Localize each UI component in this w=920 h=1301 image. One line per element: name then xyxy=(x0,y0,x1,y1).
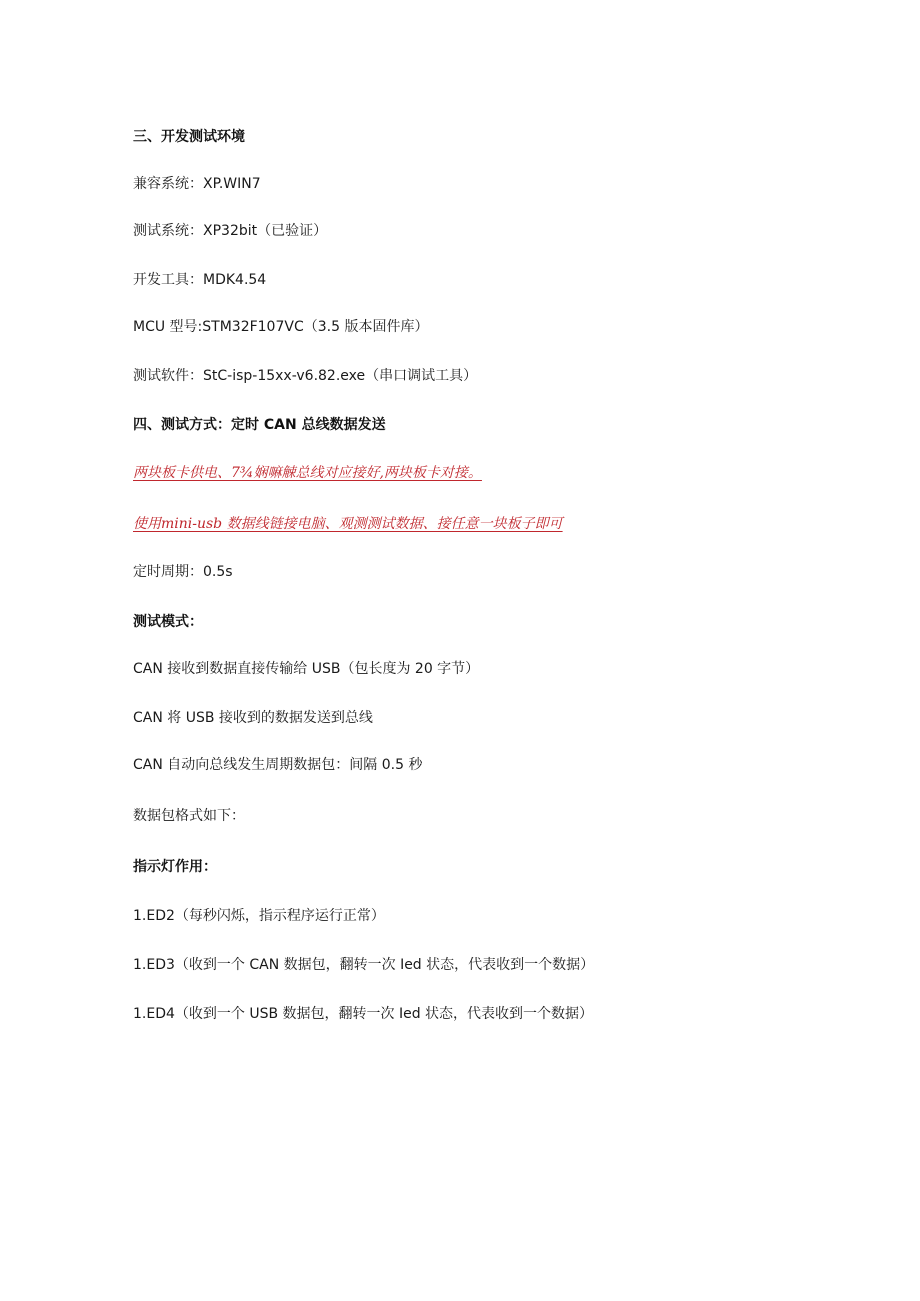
mode-can-to-usb-line: CAN 接收到数据直接传输给 USB（包长度为 20 字节） xyxy=(133,661,480,677)
test-mode-heading: 测试模式： xyxy=(133,614,203,630)
dev-tool-line: 开发工具：MDK4.54 xyxy=(133,272,267,288)
indicator-heading: 指示灯作用： xyxy=(133,859,217,875)
test-software-line: 测试软件：StC-isp-15xx-v6.82.exe（串口调试工具） xyxy=(133,368,478,384)
packet-format-line: 数据包格式如下： xyxy=(133,808,245,824)
test-system-line: 测试系统：XP32bit（已验证） xyxy=(133,223,328,239)
power-connection-note: 两块板卡供电、7¾娴嘛觫总线对应接好,两块板卡对接。 xyxy=(133,465,482,481)
section-4-heading: 四、测试方式：定时 CAN 总线数据发送 xyxy=(133,417,386,433)
timer-period-line: 定时周期：0.5s xyxy=(133,564,233,580)
led4-line: 1.ED4（收到一个 USB 数据包，翻转一次 Ied 状态，代表收到一个数据） xyxy=(133,1006,594,1022)
mode-periodic-line: CAN 自动向总线发生周期数据包：间隔 0.5 秒 xyxy=(133,757,423,773)
section-3-heading: 三、开发测试环境 xyxy=(133,129,245,145)
mode-usb-to-can-line: CAN 将 USB 接收到的数据发送到总线 xyxy=(133,710,373,726)
led3-line: 1.ED3（收到一个 CAN 数据包，翻转一次 Ied 状态，代表收到一个数据） xyxy=(133,957,595,973)
mcu-model-line: MCU 型号:STM32F107VC（3.5 版本固件库） xyxy=(133,319,429,335)
led2-line: 1.ED2（每秒闪烁，指示程序运行正常） xyxy=(133,908,385,924)
usb-connection-note: 使用mini-usb 数据线链接电脑、观测测试数据、接任意一块板子即可 xyxy=(133,516,563,532)
compat-system-line: 兼容系统：XP.WIN7 xyxy=(133,176,261,192)
